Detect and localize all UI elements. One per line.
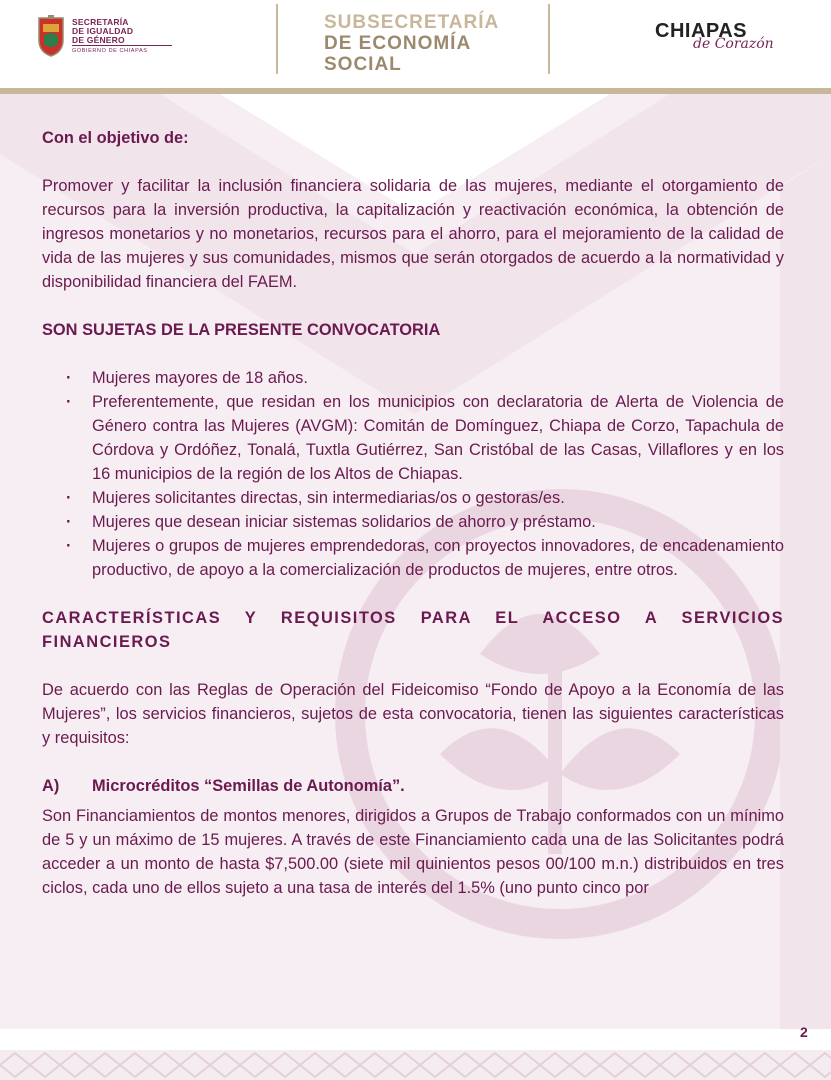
features-heading: CARACTERÍSTICAS Y REQUISITOS PARA EL ACCESO A SERVICIOS FINANCIEROS — [42, 609, 784, 651]
logo-line-1: SECRETARÍA — [72, 17, 129, 27]
page-header — [0, 0, 831, 88]
logo-line-3: DE GÉNERO — [72, 35, 125, 45]
intro-heading: Con el objetivo de: — [42, 129, 189, 147]
logo-text — [72, 18, 133, 45]
brand-script: de Corazón — [693, 36, 774, 52]
chiapas-shield-icon — [36, 14, 66, 58]
section-a-heading — [42, 774, 784, 798]
chiapas-de-corazon-logo — [655, 20, 785, 60]
section-a-letter: A) — [42, 777, 60, 795]
subjects-heading: SON SUJETAS DE LA PRESENTE CONVOCATORIA — [42, 321, 441, 339]
list-item: · Mujeres mayores de 18 años. — [42, 366, 784, 390]
section-a-title: Microcréditos “Semillas de Autonomía”. — [92, 777, 405, 795]
logo-line-2: DE IGUALDAD — [72, 26, 134, 36]
logo-subtext: GOBIERNO DE CHIAPAS — [72, 48, 148, 54]
list-item: · Mujeres que desean iniciar sistemas solidarios de ahorro y préstamo. — [42, 510, 784, 534]
features-intro: De acuerdo con las Reglas de Operación del Fideicomiso “Fondo de Apoyo a la Economía de las Mujeres”, los servicios financieros, sujetos de esta convocatoria, tienen las siguientes características y requisitos: — [42, 681, 784, 747]
footer-pattern — [0, 1050, 831, 1080]
header-title-line-2: DE ECONOMÍA — [324, 33, 472, 54]
list-item: · Mujeres o grupos de mujeres emprendedoras, con proyectos innovadores, de encadenamiento productivo, de apoyo a la comercialización de productos de mujeres, entre otros. — [42, 534, 784, 582]
header-title-line-1: SUBSECRETARÍA — [324, 12, 500, 33]
header-divider-right — [548, 4, 550, 74]
header-title — [324, 12, 499, 75]
header-divider-left — [276, 4, 278, 74]
list-item: · Mujeres solicitantes directas, sin intermediarias/os o gestoras/es. — [42, 486, 784, 510]
section-a-text: Son Financiamientos de montos menores, dirigidos a Grupos de Trabajo conformados con un mínimo de 5 y un máximo de 15 mujeres. A través de este Financiamiento cada una de las Solicitantes podrá acceder a un monto de hasta $7,500.00 (siete mil quinientos pesos 00/100 m.n.) distribuidos en tres ciclos, cada uno de ellos sujeto a una tasa de interés del 1.5% (uno punto cinco por — [42, 807, 784, 897]
document-body — [42, 120, 784, 900]
brand-main: CHIAPAS — [655, 20, 748, 42]
logo-divider — [72, 45, 172, 46]
page-number: 2 — [800, 1024, 808, 1040]
subjects-list — [42, 366, 784, 582]
header-title-line-3: SOCIAL — [324, 54, 402, 75]
secretaria-logo — [36, 12, 156, 64]
list-item: · Preferentemente, que residan en los municipios con declaratoria de Alerta de Violencia de Género contra las Mujeres (AVGM): Comitán de Domínguez, Chiapa de Corzo, Tapachula de Córdova y Ordóñez, Tonalá, Tuxtla Gutiérrez, San Cristóbal de las Casas, Villaflores y en los 16 municipios de la región de los Altos de Chiapas. — [42, 390, 784, 486]
objective-paragraph: Promover y facilitar la inclusión financiera solidaria de las mujeres, mediante el otorgamiento de recursos para la inversión productiva, la capitalización y reactivación económica, la obtención de ingresos monetarios y no monetarios, recursos para el ahorro, para el mejoramiento de la calidad de vida de las mujeres y sus comunidades, mismos que serán otorgados de acuerdo a la normatividad y disponibilidad financiera del FAEM. — [42, 177, 784, 291]
